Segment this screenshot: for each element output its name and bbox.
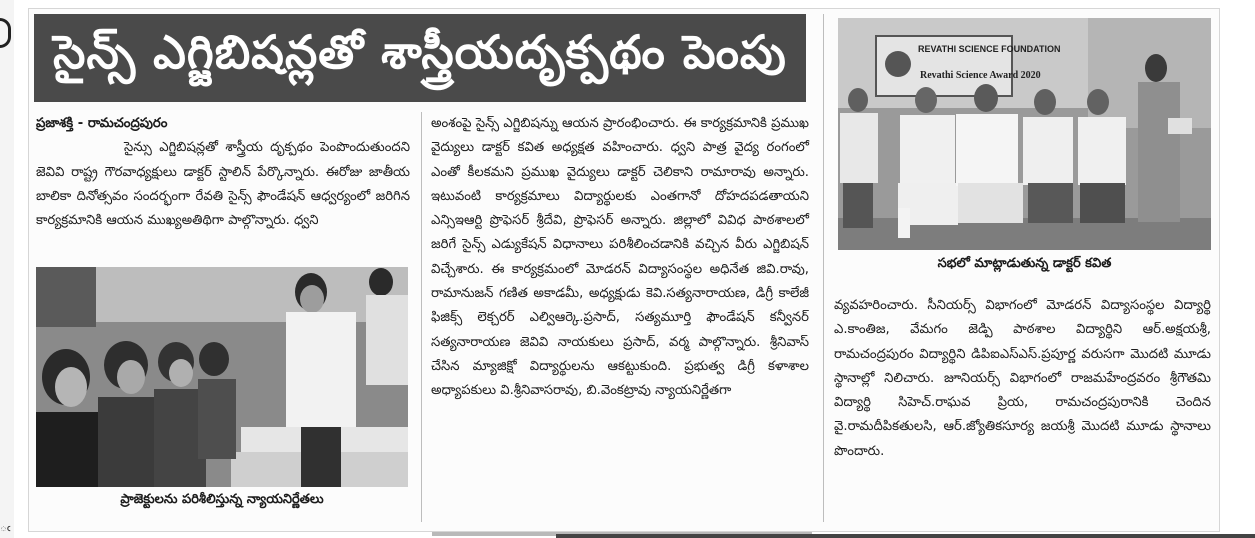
margin-glyph: [0, 18, 11, 48]
photo-judges-inspecting-projects: [36, 267, 408, 487]
photo-1-image: [36, 267, 408, 487]
banner-line-1: REVATHI SCIENCE FOUNDATION: [918, 44, 1061, 54]
photo-2-image: [838, 18, 1211, 250]
photo-dr-kavitha-speaking: [838, 18, 1211, 250]
left-margin-strip: [0, 0, 14, 538]
column-divider: [421, 112, 422, 522]
article-column-3: [834, 294, 1211, 464]
column-2-text: అంశంపై సైన్స్ ఎగ్జిబిషన్ను ఆయన ప్రారంభించారు. ఈ కార్యక్రమానికి ప్రముఖ వైద్యులు డాక్టర్ కవిత అధ్యక్షత వహించారు. ధ్వని పాత్ర వైద్య రంగంలో ఎంతో కీలకమని ప్రముఖ వైద్యులు డాక్టర్ చెలికాని రామారావు అన్నారు. ఇటువంటి కార్యక్రమాలు విద్యార్థులకు ఎంతగానో దోహదపడతాయని ఎన్సిఇఆర్టి ప్రొఫెసర్ శ్రీదేవి, ప్రొఫెసర్ అన్నారు. జిల్లాలో వివిధ పాఠశాలలో జరిగే సైన్స్ ఎడ్యుకేషన్ విధానాలు పరిశీలించడానికి వచ్చిన వీరు ఎగ్జిబిషన్ విచ్చేశారు. ఈ కార్యక్రమంలో మోడరన్ విద్యాసంస్థల అధినేత జివి.రావు, రామానుజన్ గణిత అకాడమీ, అధ్యక్షుడు కెవి.సత్యనారాయణ, డిగ్రీ కాలేజీ ఫిజిక్స్ లెక్చరర్ ఎల్విఆర్కె.ప్రసాద్, సత్యమూర్తి ఫౌండేషన్ కన్వీనర్ సత్యనారాయణ జెవివి నాయకులు ప్రసాద్, వర్మ పాల్గొన్నారు. శ్రీనివాస్ చేసిన మ్యాజిక్షో విద్యార్థులను ఆకట్టుకుంది. ప్రభుత్వ డిగ్రీ కళాశాల అధ్యాపకులు వి.శ్రీనివాసరావు, బి.వెంకట్రావు న్యాయనిర్ణేతగా: [431, 116, 809, 399]
column-3-text: వ్యవహరించారు. సీనియర్స్ విభాగంలో మోడరన్ విద్యాసంస్థల విద్యార్థి ఎ.కాంతిజ, వేమగం జెడ్పి పాఠశాల విద్యార్థిని ఆర్.అక్షయశ్రీ, రామచంద్రపురం విద్యార్థిని డిపిఐఎస్ఎస్.ప్రపూర్ణ వరుసగా మొదటి మూడు స్థానాల్లో నిలిచారు. జూనియర్స్ విభాగంలో రాజమహేంద్రవరం శ్రీగౌతమి విద్యార్థి సిహెచ్.రాఘవ ప్రియ, రామచంద్రపురానికి చెందిన వై.రామదీపికతులసి, ఆర్.జ్యోతికసూర్య జయశ్రీ మొదటి మూడు స్థానాలు పొందారు.: [834, 298, 1211, 459]
photo-2-caption: సభలో మాట్లాడుతున్న డాక్టర్ కవిత: [937, 256, 1112, 271]
article-column-2: [431, 112, 809, 404]
column-1-text: సైన్సు ఎగ్జిబిషన్లతో శాస్త్రీయ దృక్పథం పెంపొందుతుందని జెవివి రాష్ట్ర గౌరవాధ్యక్షులు డాక్టర్ స్టాలిన్ పేర్కొన్నారు. ఈరోజు జాతీయ బాలికా దినోత్సవం సందర్భంగా రేవతి సైన్స్ ఫౌండేషన్ ఆధ్వర్యంలో జరిగిన కార్యక్రమానికి ఆయన ముఖ్యఅతిథిగా పాల్గొన్నారు. ధ్వని: [36, 140, 410, 229]
headline: [34, 14, 806, 102]
article-column-1: [36, 112, 410, 233]
next-article-rule: [556, 534, 1255, 538]
headline-text: సైన్స్ ఎగ్జిబిషన్లతో శాస్త్రీయదృక్పథం పెంపు: [53, 25, 787, 79]
column-divider: [823, 14, 824, 522]
margin-glyph-2: ఁ: [0, 520, 11, 534]
dateline: ప్రజాశక్తి - రామచంద్రపురం: [36, 116, 168, 131]
banner-line-2: Revathi Science Award 2020: [920, 70, 1041, 81]
photo-1-caption: ప్రాజెక్టులను పరిశీలిస్తున్న న్యాయనిర్ణేతలు: [120, 492, 324, 507]
